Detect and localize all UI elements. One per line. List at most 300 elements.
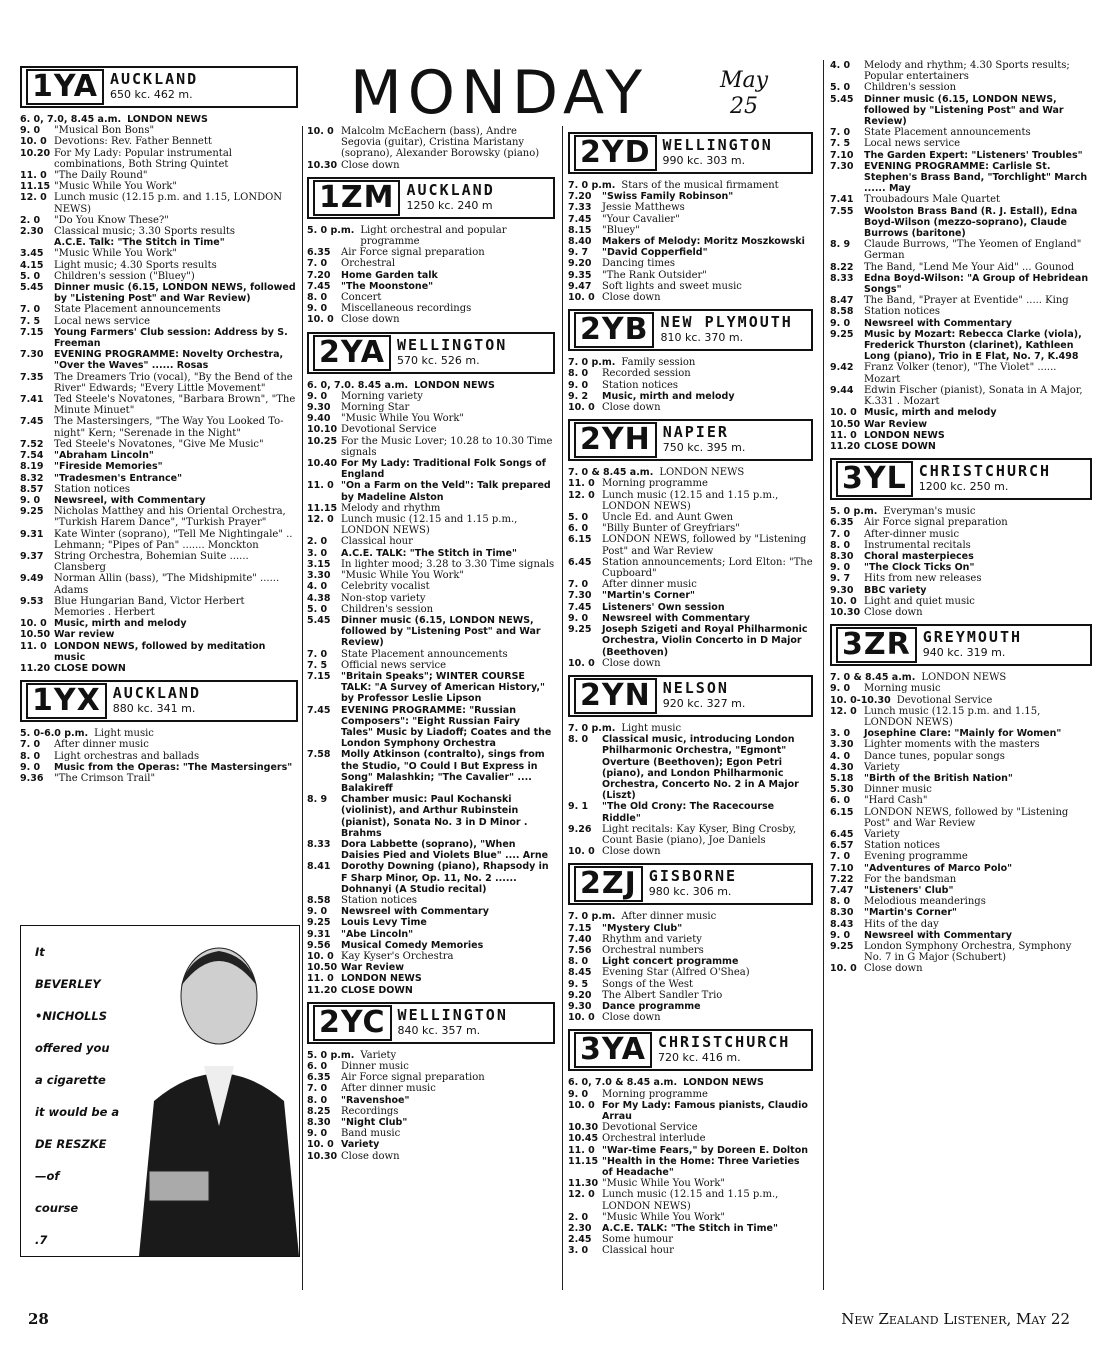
entry-programme: "Music While You Work" — [602, 1211, 726, 1223]
entry-time: 9.25 — [830, 328, 854, 340]
station-frequency: 920 kc. 327 m. — [662, 696, 746, 710]
schedule-entry — [307, 581, 555, 592]
schedule-entry — [568, 557, 813, 579]
entry-time: 7. 0 p.m. — [568, 911, 616, 923]
entry-time: 8. 9 — [830, 239, 851, 251]
ad-line: it would be a — [35, 1105, 120, 1119]
entry-programme: EVENING PROGRAMME: "Russian Composers": "Eight Russian Fairy Tales" Music by Liadoff; Coates and the London Symphony Orchestra — [341, 704, 552, 750]
entry-programme: Melodious meanderings — [864, 896, 986, 908]
entry-programme: Dance tunes, popular songs — [864, 750, 1005, 762]
entry-time: 2.30 — [20, 226, 44, 238]
station-header-3zr — [830, 624, 1092, 666]
entry-time: 9.42 — [830, 362, 854, 374]
schedule-entry — [568, 1178, 813, 1189]
entry-programme: War review — [54, 629, 115, 641]
entry-time: 4. 0 — [830, 750, 851, 762]
entry-programme: Close down — [341, 159, 400, 171]
schedule-entry — [830, 829, 1092, 840]
entry-time: 12. 0 — [20, 192, 47, 204]
entry-time: 8. 0 — [568, 368, 589, 380]
entry-time: 10. 0-10.30 — [830, 694, 891, 706]
entry-programme: Songs of the West — [602, 978, 694, 990]
column-2 — [307, 126, 555, 1162]
schedule-entry — [20, 484, 298, 495]
schedule-entry — [830, 385, 1092, 407]
entry-time: 4. 0 — [307, 581, 328, 593]
schedule-entry — [20, 551, 298, 573]
entry-programme: LONDON NEWS, followed by "Listening Post" and War Review — [602, 534, 807, 557]
schedule-entry — [568, 602, 813, 613]
entry-programme: Close down — [602, 402, 661, 414]
entry-programme: Children's session — [341, 603, 434, 615]
schedule-entry — [568, 1156, 813, 1178]
schedule-entry — [20, 170, 298, 181]
schedule-entry — [20, 762, 298, 773]
entry-programme: LONDON NEWS — [414, 379, 495, 391]
schedule-entry — [307, 1151, 555, 1162]
entry-programme: Light and quiet music — [864, 595, 975, 607]
schedule-entry — [830, 851, 1092, 862]
entry-time: 3. 0 — [830, 728, 851, 740]
entry-programme: A.C.E. TALK: "The Stitch in Time" — [602, 1223, 778, 1235]
entry-programme: Local news service — [54, 315, 151, 327]
entry-time: 9. 0 — [830, 929, 851, 941]
column-rule — [823, 60, 824, 1290]
entry-time: 10. 0 — [20, 136, 47, 148]
entry-time: 10. 0 — [20, 618, 47, 630]
schedule-entry — [568, 1001, 813, 1012]
schedule-entry — [307, 649, 555, 660]
schedule-entry — [307, 536, 555, 547]
entry-programme: Miscellaneous recordings — [341, 303, 472, 315]
entry-programme: Official news service — [341, 659, 447, 671]
schedule-entry — [20, 282, 298, 304]
entry-time: 7. 0 & 8.45 a.m. — [830, 672, 916, 684]
entry-programme: "Music While You Work" — [54, 248, 178, 260]
schedule-entry — [20, 751, 298, 762]
station-city: AUCKLAND — [406, 180, 495, 199]
entry-time: 8.25 — [307, 1105, 331, 1117]
entry-time: 5. 0 — [568, 512, 589, 524]
entry-time: 3.15 — [307, 558, 331, 570]
schedule-entry — [20, 181, 298, 192]
entry-programme: "Music While You Work" — [341, 413, 465, 425]
schedule-entry — [568, 534, 813, 556]
schedule-entry — [20, 495, 298, 506]
entry-time: 11.15 — [568, 1155, 599, 1167]
entry-time: 9.53 — [20, 595, 44, 607]
schedule-entry — [830, 930, 1092, 941]
entry-programme: Devotional Service — [341, 424, 437, 436]
schedule-entry — [568, 1133, 813, 1144]
entry-time: 5.45 — [20, 282, 44, 294]
station-city: WELLINGTON — [396, 335, 508, 354]
entry-time: 5. 0 — [20, 270, 41, 282]
schedule-entry — [307, 514, 555, 536]
entry-programme: Dinner music (6.15, LONDON NEWS, followed by "Listening Post" and War Review) — [341, 614, 541, 649]
schedule-entry — [568, 391, 813, 402]
entry-time: 6. 0 — [307, 1061, 328, 1073]
entry-programme: "The Rank Outsider" — [602, 269, 707, 281]
schedule-entry — [307, 1083, 555, 1094]
entry-time: 8.32 — [20, 472, 44, 484]
entry-time: 8.57 — [20, 483, 44, 495]
schedule-entry — [830, 194, 1092, 205]
entry-time: 11.30 — [568, 1178, 599, 1190]
entry-programme: State Placement announcements — [864, 127, 1031, 139]
schedule-entry — [20, 439, 298, 450]
entry-time: 7.45 — [307, 704, 331, 716]
entry-programme: "Fireside Memories" — [54, 461, 163, 473]
entry-programme: The Band, "Lend Me Your Aid" ... Gounod — [864, 261, 1075, 273]
entry-programme: EVENING PROGRAMME: Carlisle St. Stephen's Brass Band, "Torchlight" March ...... May — [864, 160, 1088, 195]
entry-programme: "Billy Bunter of Greyfriars" — [602, 523, 740, 535]
schedule-2yc — [307, 1050, 555, 1162]
schedule-entry — [307, 247, 555, 258]
schedule-entry — [20, 114, 298, 125]
entry-programme: For the Music Lover; 10.28 to 10.30 Time signals — [341, 435, 553, 458]
schedule-entry — [307, 906, 555, 917]
entry-programme: Woolston Brass Band (R. J. Estall), Edna Boyd-Wilson (mezzo-soprano), Claude Burrows (baritone) — [864, 205, 1078, 240]
entry-time: 8.58 — [307, 894, 331, 906]
entry-time: 8.30 — [830, 907, 854, 919]
station-city: WELLINGTON — [397, 1005, 508, 1024]
entry-programme: Concert — [341, 292, 382, 304]
schedule-entry — [20, 136, 298, 147]
ad-line: •NICHOLLS — [35, 1009, 108, 1023]
entry-programme: State Placement announcements — [54, 304, 221, 316]
entry-programme: War Review — [864, 418, 927, 430]
schedule-entry — [20, 450, 298, 461]
station-logo: 2YC — [313, 1005, 392, 1041]
schedule-entry — [20, 215, 298, 226]
entry-time: 10. 0 — [568, 1012, 595, 1024]
column-4 — [830, 60, 1092, 975]
schedule-entry — [830, 706, 1092, 728]
schedule-entry — [830, 751, 1092, 762]
schedule-1yx-cont — [307, 126, 555, 171]
entry-time: 9. 7 — [568, 247, 589, 259]
schedule-entry — [568, 1012, 813, 1023]
schedule-entry — [830, 672, 1092, 683]
schedule-entry — [307, 794, 555, 839]
entry-programme: For My Lady: Traditional Folk Songs of England — [341, 458, 546, 481]
magazine-footer: New Zealand Listener, May 22 — [841, 1310, 1070, 1328]
entry-time: 9.30 — [830, 584, 854, 596]
schedule-entry — [830, 919, 1092, 930]
entry-time: 8.41 — [307, 861, 331, 873]
station-logo: 2YN — [574, 678, 657, 714]
station-logo: 2ZJ — [574, 866, 643, 902]
entry-time: 11.15 — [20, 181, 51, 193]
entry-time: 5. 0 p.m. — [307, 1049, 355, 1061]
schedule-entry — [307, 126, 555, 160]
entry-time: 7.30 — [568, 590, 592, 602]
entry-time: 8.58 — [830, 306, 854, 318]
schedule-entry — [307, 604, 555, 615]
entry-programme: Close down — [602, 292, 661, 304]
schedule-entry — [830, 941, 1092, 963]
entry-time: 9. 0 — [20, 494, 41, 506]
entry-time: 9. 0 — [830, 317, 851, 329]
schedule-entry — [307, 503, 555, 514]
station-frequency: 990 kc. 303 m. — [662, 154, 746, 167]
entry-programme: Some humour — [602, 1234, 674, 1246]
schedule-3ya-cont — [830, 60, 1092, 452]
entry-programme: Franz Volker (tenor), "The Violet" ...... Mozart — [864, 362, 1057, 385]
entry-time: 2.45 — [568, 1234, 592, 1246]
entry-time: 5. 0 p.m. — [830, 506, 878, 518]
schedule-entry — [307, 749, 555, 794]
schedule-entry — [568, 967, 813, 978]
entry-time: 9. 0 — [830, 562, 851, 574]
schedule-entry — [307, 951, 555, 962]
schedule-entry — [830, 607, 1092, 618]
date-month: May — [720, 68, 769, 93]
entry-programme: "Listeners' Club" — [864, 885, 954, 896]
entry-time: 7.41 — [20, 394, 44, 406]
schedule-entry — [830, 540, 1092, 551]
entry-time: 7. 0 — [830, 851, 851, 863]
entry-programme: For My Lady: Popular instrumental combinations, Both String Quintet — [54, 147, 232, 170]
station-frequency: 1250 kc. 240 m — [406, 198, 493, 212]
entry-time: 5. 0 p.m. — [307, 224, 355, 236]
schedule-entry — [20, 349, 298, 371]
entry-programme: Stars of the musical firmament — [621, 180, 779, 191]
schedule-entry — [830, 506, 1092, 517]
entry-programme: Variety — [864, 761, 900, 773]
ad-line: .7 — [35, 1233, 48, 1247]
entry-programme: "Hard Cash" — [864, 795, 928, 807]
entry-time: 10. 0 — [307, 1139, 334, 1151]
entry-programme: "Tradesmen's Entrance" — [54, 472, 183, 484]
entry-time: 12. 0 — [568, 489, 595, 501]
entry-time: 10. 0 — [307, 126, 334, 137]
entry-time: 8.19 — [20, 461, 44, 473]
entry-programme: "Your Cavalier" — [602, 213, 680, 225]
schedule-entry — [20, 473, 298, 484]
schedule-entry — [830, 762, 1092, 773]
column-1 — [20, 60, 298, 784]
entry-time: 9. 0 — [307, 1128, 328, 1140]
entry-time: 9.20 — [568, 989, 592, 1001]
station-city: AUCKLAND — [109, 70, 199, 88]
schedule-entry — [830, 138, 1092, 149]
schedule-entry — [830, 683, 1092, 694]
entry-programme: Light music; 4.30 Sports results — [54, 259, 217, 271]
schedule-entry — [830, 739, 1092, 750]
entry-time: 2. 0 — [568, 1211, 589, 1223]
schedule-entry — [568, 945, 813, 956]
entry-programme: Dancing times — [602, 258, 675, 270]
entry-programme: State Placement announcements — [341, 648, 508, 660]
schedule-entry — [830, 60, 1092, 82]
schedule-entry — [830, 963, 1092, 974]
entry-programme: Musical Comedy Memories — [341, 939, 484, 951]
schedule-entry — [568, 624, 813, 658]
schedule-entry — [568, 214, 813, 225]
entry-time: 11. 0 — [830, 429, 857, 441]
entry-programme: "The Clock Ticks On" — [864, 562, 975, 574]
schedule-entry — [830, 273, 1092, 295]
schedule-entry — [307, 548, 555, 559]
schedule-entry — [307, 861, 555, 895]
entry-programme: Melody and rhythm — [341, 502, 441, 514]
schedule-entry — [20, 237, 298, 248]
entry-programme: Music from the Operas: "The Mastersingers" — [54, 761, 293, 773]
entry-programme: Soft lights and sweet music — [602, 280, 742, 292]
entry-programme: Everyman's music — [883, 506, 976, 518]
entry-time: 10.50 — [20, 629, 51, 641]
entry-programme: Close down — [602, 657, 661, 669]
schedule-entry — [307, 671, 555, 705]
entry-programme: Station announcements; Lord Elton: "The Cupboard" — [602, 556, 813, 580]
entry-programme: Light music — [94, 728, 154, 740]
schedule-entry — [568, 247, 813, 258]
entry-time: 4.38 — [307, 592, 331, 604]
station-logo: 1YA — [26, 69, 104, 105]
entry-programme: "The Old Crony: The Racecourse Riddle" — [602, 801, 775, 824]
ad-line: BEVERLEY — [35, 977, 101, 991]
schedule-entry — [830, 407, 1092, 418]
entry-time: 9. 7 — [830, 573, 851, 585]
schedule-entry — [568, 478, 813, 489]
entry-time: 3.30 — [307, 570, 331, 582]
station-frequency: 720 kc. 416 m. — [657, 1051, 741, 1065]
entry-programme: Close down — [602, 846, 661, 858]
entry-time: 5.45 — [307, 614, 331, 626]
entry-programme: Listeners' Own session — [602, 601, 725, 613]
entry-programme: "Do You Know These?" — [54, 214, 169, 226]
entry-programme: Newsreel with Commentary — [864, 929, 1012, 941]
station-frequency: 810 kc. 370 m. — [660, 331, 744, 345]
ad-line: —of — [35, 1169, 60, 1183]
entry-time: 7.35 — [20, 371, 44, 383]
entry-time: 9.47 — [568, 280, 592, 292]
entry-time: 8.47 — [830, 295, 854, 307]
entry-time: 9.49 — [20, 573, 44, 585]
entry-programme: Evening Star (Alfred O'Shea) — [602, 967, 750, 979]
entry-programme: Molly Atkinson (contralto), sings from the Studio, "O Could I But Express in Song" Malashkin; "The Cavalier" .... Balakireff — [341, 749, 545, 794]
station-logo: 3YA — [574, 1032, 652, 1068]
schedule-entry — [307, 413, 555, 424]
schedule-entry — [307, 705, 555, 750]
schedule-entry — [20, 226, 298, 237]
entry-time: 6.15 — [830, 806, 854, 818]
schedule-entry — [20, 506, 298, 528]
entry-programme: Malcolm McEachern (bass), Andre Segovia (guitar), Cristina Maristany (soprano), Alexander Borowsky (piano) — [341, 126, 540, 160]
entry-time: 12. 0 — [307, 514, 334, 526]
entry-programme: Lunch music (12.15 and 1.15 p.m., LONDON NEWS) — [341, 514, 518, 537]
schedule-entry — [307, 436, 555, 458]
entry-programme: LONDON NEWS — [683, 1077, 764, 1089]
station-city: AUCKLAND — [112, 684, 201, 703]
entry-time: 7. 0 p.m. — [568, 722, 616, 734]
entry-programme: Recordings — [341, 1105, 399, 1117]
station-logo: 3ZR — [836, 627, 917, 663]
entry-programme: Close down — [341, 314, 400, 326]
entry-time: 6.35 — [830, 517, 854, 529]
schedule-entry — [20, 529, 298, 551]
entry-time: 3. 0 — [568, 1245, 589, 1257]
entry-time: 2.30 — [568, 1223, 592, 1235]
entry-programme: Children's session ("Bluey") — [54, 270, 195, 282]
schedule-entry — [307, 303, 555, 314]
schedule-entry — [568, 934, 813, 945]
entry-programme: Close down — [602, 1012, 661, 1024]
schedule-entry — [568, 180, 813, 191]
entry-time: 7.15 — [568, 922, 592, 934]
entry-time: 7.45 — [568, 213, 592, 225]
entry-time: 9. 0 — [307, 390, 328, 402]
entry-time: 9.25 — [20, 506, 44, 518]
entry-time: 9.37 — [20, 550, 44, 562]
schedule-entry — [568, 579, 813, 590]
schedule-entry — [830, 318, 1092, 329]
station-header-3ya — [568, 1029, 813, 1071]
entry-time: 9. 0 — [20, 761, 41, 773]
station-frequency: 570 kc. 526 m. — [396, 353, 480, 367]
entry-programme: After dinner music — [621, 911, 717, 923]
schedule-entry — [20, 641, 298, 663]
station-header-2zj — [568, 863, 813, 905]
schedule-entry — [307, 1072, 555, 1083]
entry-programme: Edwin Fischer (pianist), Sonata in A Major, K.331 . Mozart — [864, 384, 1083, 408]
ad-line: offered you — [35, 1041, 110, 1055]
station-frequency: 880 kc. 341 m. — [112, 702, 196, 716]
entry-time: 5.45 — [830, 93, 854, 105]
schedule-entry — [20, 248, 298, 259]
entry-programme: LONDON NEWS — [921, 672, 1007, 684]
entry-programme: Newsreel, with Commentary — [54, 494, 206, 506]
schedule-entry — [830, 150, 1092, 161]
entry-programme: Chamber music: Paul Kochanski (violinist), and Arthur Rubinstein (pianist), Sonata No. 3 in D Minor . Brahms — [341, 794, 528, 839]
schedule-entry — [830, 419, 1092, 430]
ad-line: course — [35, 1201, 79, 1215]
entry-time: 7. 0 — [20, 304, 41, 316]
entry-time: 9. 0 — [307, 906, 328, 918]
schedule-entry — [568, 191, 813, 202]
entry-time: 9.31 — [20, 528, 44, 540]
entry-programme: Light concert programme — [602, 956, 739, 968]
entry-programme: LONDON NEWS, followed by meditation music — [54, 640, 266, 663]
entry-time: 7.58 — [307, 749, 331, 761]
entry-time: 7.33 — [568, 202, 592, 214]
entry-programme: "The Crimson Trail" — [54, 772, 156, 784]
entry-programme: Instrumental recitals — [864, 539, 971, 551]
entry-time: 8.15 — [568, 224, 592, 236]
schedule-entry — [830, 262, 1092, 273]
entry-time: 7.41 — [830, 194, 854, 206]
schedule-entry — [830, 94, 1092, 128]
entry-programme: Morning variety — [341, 390, 423, 402]
schedule-entry — [568, 258, 813, 269]
schedule-entry — [830, 161, 1092, 195]
entry-time: 10. 0 — [830, 963, 857, 975]
schedule-entry — [568, 723, 813, 734]
entry-time: 10.30 — [307, 159, 338, 171]
entry-programme: "Bluey" — [602, 224, 640, 236]
entry-time: 7.22 — [830, 873, 854, 885]
entry-programme: Local news service — [864, 138, 961, 150]
schedule-entry — [20, 618, 298, 629]
entry-programme: Hits of the day — [864, 918, 939, 930]
entry-programme: In lighter mood; 3.28 to 3.30 Time signals — [341, 558, 555, 570]
schedule-entry — [568, 979, 813, 990]
schedule-entry — [20, 773, 298, 784]
entry-time: 10.45 — [568, 1133, 599, 1145]
schedule-entry — [830, 596, 1092, 607]
